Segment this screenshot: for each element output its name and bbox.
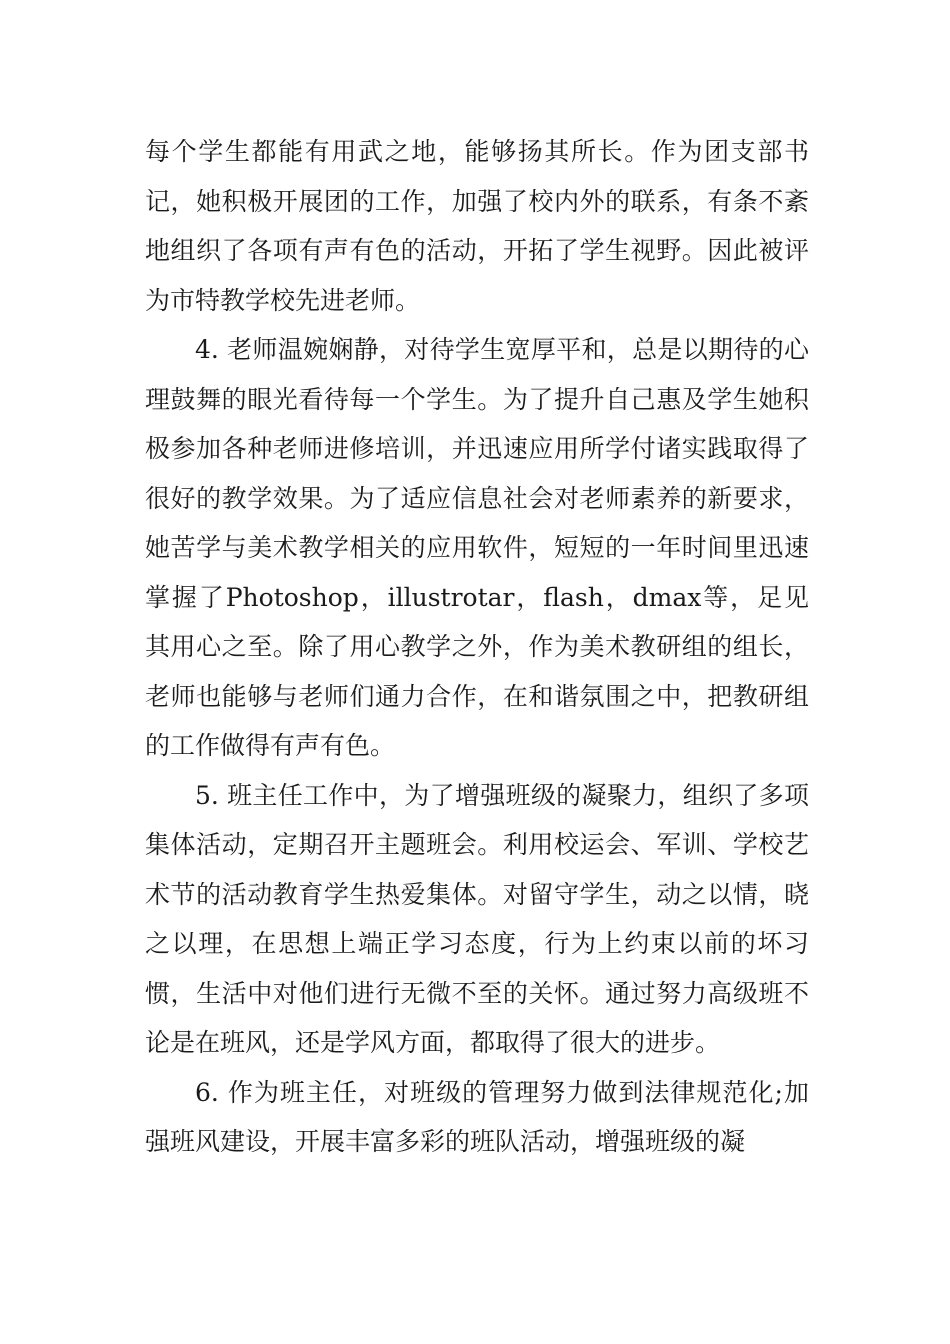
paragraph-item-6: 6. 作为班主任，对班级的管理努力做到法律规范化;加强班风建设，开展丰富多彩的班队活动，增强班级的凝 bbox=[145, 1077, 809, 1156]
paragraph-continuation: 每个学生都能有用武之地，能够扬其所长。作为团支部书记，她积极开展团的工作，加强了校内外的联系，有条不紊地组织了各项有声有色的活动，开拓了学生视野。因此被评为市特教学校先进老师。 bbox=[145, 137, 809, 315]
paragraph-item-5: 5. 班主任工作中，为了增强班级的凝聚力，组织了多项集体活动，定期召开主题班会。利用校运会、军训、学校艺术节的活动教育学生热爱集体。对留守学生，动之以情，晓之以理，在思想上端正学习态度，行为上约束以前的坏习惯，生活中对他们进行无微不至的关怀。通过努力高级班不论是在班风，还是学风方面，都取得了很大的进步。 bbox=[145, 780, 809, 1057]
paragraph-item-4: 4. 老师温婉娴静，对待学生宽厚平和，总是以期待的心理鼓舞的眼光看待每一个学生。为了提升自己惠及学生她积极参加各种老师进修培训，并迅速应用所学付诸实践取得了很好的教学效果。为了适应信息社会对老师素养的新要求，她苦学与美术教学相关的应用软件，短短的一年时间里迅速掌握了Photoshop，illustrotar，flash，dmax等，足见其用心之至。除了用心教学之外，作为美术教研组的组长，老师也能够与老师们通力合作，在和谐氛围之中，把教研组的工作做得有声有色。 bbox=[145, 335, 809, 760]
document-body bbox=[145, 127, 809, 1167]
